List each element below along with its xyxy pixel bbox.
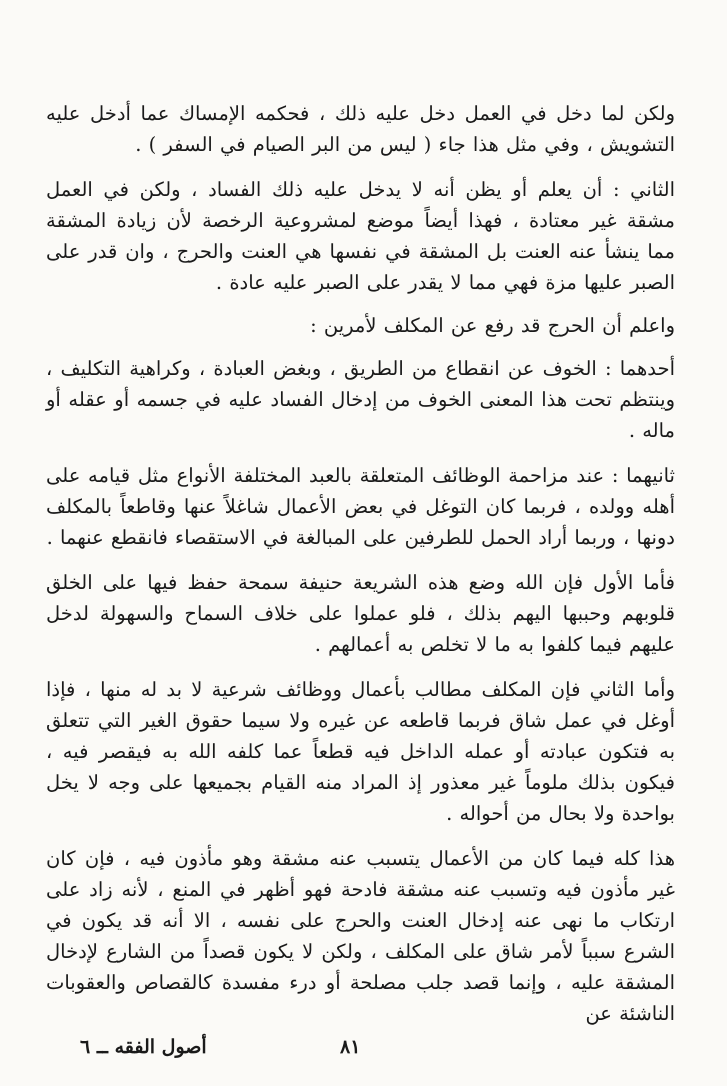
paragraph-1: ولكن لما دخل في العمل دخل عليه ذلك ، فحكمه الإمساك عما أدخل عليه التشويش ، وفي مثل هذا جاء ( ليس من البر الصيام في السفر ) . xyxy=(46,102,675,156)
paragraph-2: الثاني : أن يعلم أو يظن أنه لا يدخل عليه ذلك الفساد ، ولكن في العمل مشقة غير معتادة ، فهذا أيضاً موضع لمشروعية الرخصة لأن زيادة المشقة مما ينشأ عنه العنت بل المشقة في نفسها هي العنت والحرج ، وان قدر على الصبر عليها مزة فهي مما لا يقدر على الصبر عليه عادة . xyxy=(46,178,675,294)
page-number: ٨١ xyxy=(340,1036,361,1058)
paragraph-6: فأما الأول فإن الله وضع هذه الشريعة حنيفة سمحة حفظ فيها على الخلق قلوبهم وحببها اليهم بذلك ، فلو عملوا على خلاف السماح والسهولة لدخل عليهم فيما كلفوا به ما لا تخلص به أعمالهم . xyxy=(46,571,675,656)
paragraph-4: أحدهما : الخوف عن انقطاع من الطريق ، وبغض العبادة ، وكراهية التكليف ، وينتظم تحت هذا المعنى الخوف من إدخال الفساد عليه في جسمه أو عقله أو ماله . xyxy=(46,357,675,442)
book-title: أصول الفقه ــ ٦ xyxy=(80,1036,207,1058)
paragraph-5: ثانيهما : عند مزاحمة الوظائف المتعلقة بالعبد المختلفة الأنواع مثل قيامه على أهله وولده ، فربما كان التوغل في بعض الأعمال شاغلاً عنها وقاطعاً بالمكلف دونها ، وربما أراد الحمل للطرفين على المبالغة في الاستقصاء فانقطع عنهما . xyxy=(46,464,675,549)
body-text xyxy=(46,98,675,1029)
paragraph-7: وأما الثاني فإن المكلف مطالب بأعمال ووظائف شرعية لا بد له منها ، فإذا أوغل في عمل شاق فربما قاطعه عن غيره ولا سيما حقوق الغير التي تتعلق به فتكون عبادته أو عمله الداخل فيه قطعاً عما كلفه الله به فيقصر فيه ، فيكون بذلك ملوماً غير معذور إذ المراد منه القيام بجميعها على وجه لا يخل بواحدة ولا بحال من أحواله . xyxy=(46,678,675,825)
page-footer xyxy=(0,1036,727,1066)
paragraph-8: هذا كله فيما كان من الأعمال يتسبب عنه مشقة وهو مأذون فيه ، فإن كان غير مأذون فيه وتسبب عنه مشقة فادحة فهو أظهر في المنع ، لأنه زاد على ارتكاب ما نهى عنه إدخال العنت والحرج على نفسه ، الا أنه قد يكون في الشرع سبباً لأمر شاق على المكلف ، ولكن لا يكون قصداً من الشارع لإدخال المشقة عليه ، وإنما قصد جلب مصلحة أو درء مفسدة كالقصاص والعقوبات الناشئة عن xyxy=(46,847,675,1025)
paragraph-3: واعلم أن الحرج قد رفع عن المكلف لأمرين : xyxy=(310,314,675,337)
